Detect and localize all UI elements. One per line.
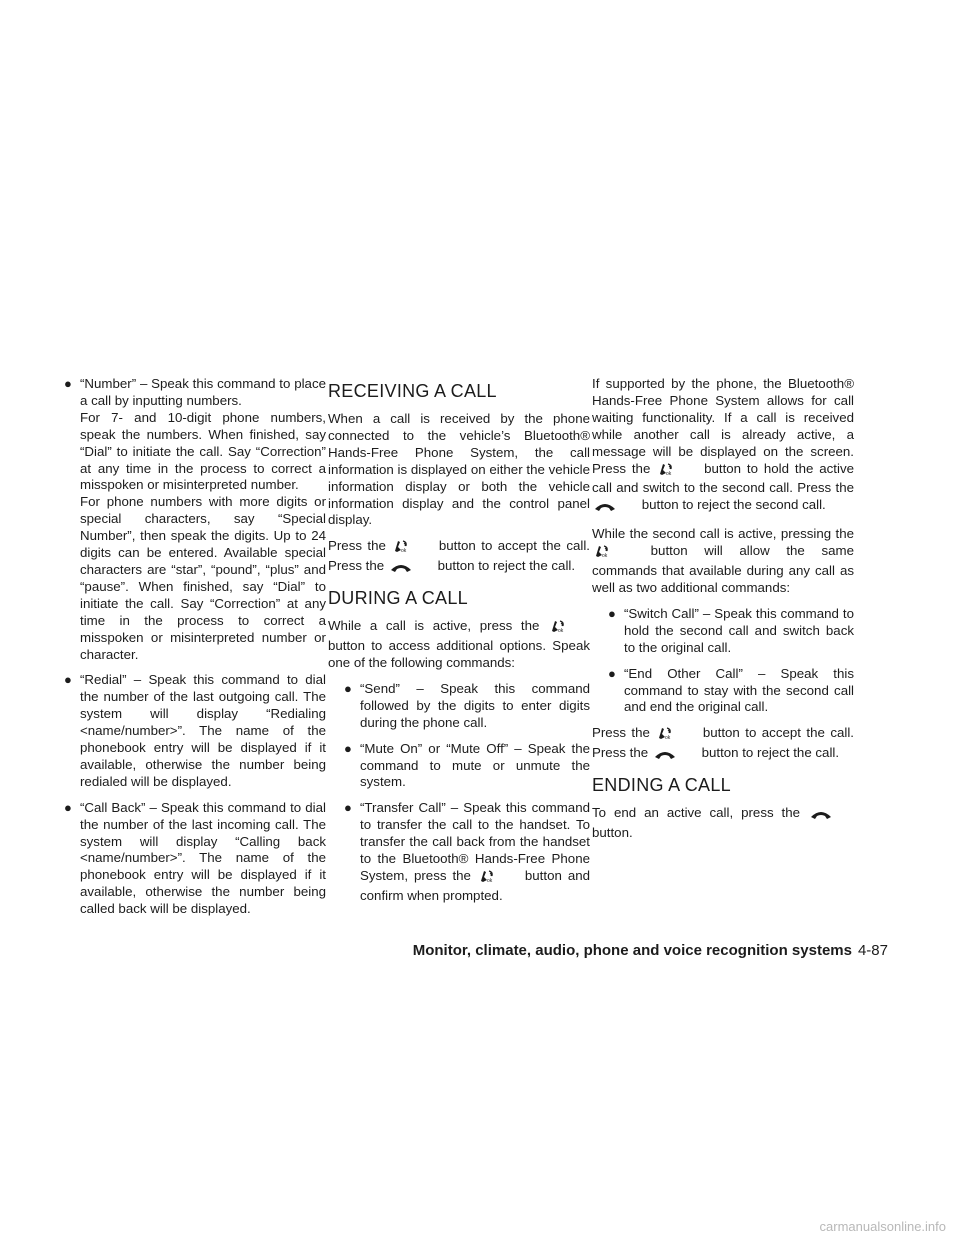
text: button will allow the same commands that available during any call as well as two additional commands: <box>592 543 854 595</box>
text: button to accept the call. Press the <box>328 538 590 574</box>
list-item-switch-call <box>608 606 854 657</box>
phone-send-icon <box>594 544 612 563</box>
text: button to access additional options. Speak one of the following commands: <box>328 638 590 670</box>
paragraph <box>592 376 854 517</box>
list-item-number <box>64 376 326 663</box>
phone-end-icon <box>594 500 616 517</box>
paragraph <box>328 538 590 578</box>
bullet-dot: ● <box>344 680 352 696</box>
column-3 <box>592 376 854 851</box>
list-item-call-back <box>64 800 326 918</box>
text: While a call is active, press the <box>328 618 540 634</box>
paragraph: For phone numbers with more digits or special characters, say “Special Number”, then speak the digits. Up to 24 digits can be entered. Available special characters are “star”, “pound”, “plus” and “pause”. When finished, say “Dial” to initiate the call. Say “Correction” at any time in the process to correct a misspoken or misinterpreted number or character. <box>80 494 326 662</box>
text: Press the <box>328 538 386 554</box>
paragraph: “Number” – Speak this command to place a call by inputting numbers. <box>80 376 326 408</box>
bullet-dot: ● <box>608 665 616 681</box>
paragraph: For 7- and 10-digit phone numbers, speak the numbers. When finished, say “Dial” to initiate the call. Say “Correction” at any time in the process to correct a misspoken or misinterpreted number. <box>80 409 326 493</box>
paragraph <box>592 725 854 765</box>
bullet-dot: ● <box>344 800 352 816</box>
list-item-mute <box>344 741 590 792</box>
paragraph: When a call is received by the phone connected to the vehicle’s Bluetooth® Hands-Free Phone System, the call information is displayed on either the vehicle information display or both the vehicle information display and the control panel display. <box>328 411 590 528</box>
phone-send-icon <box>658 462 676 481</box>
svg-text:ok: ok <box>665 735 671 741</box>
heading-ending-a-call: ENDING A CALL <box>592 775 731 796</box>
phone-end-icon <box>390 561 412 578</box>
text: If supported by the phone, the Bluetooth® Hands-Free Phone System allows for call waiting functionality. If a call is received while another call is already active, a message will be displayed on the screen. Press the <box>592 376 854 476</box>
svg-text:ok: ok <box>401 548 407 554</box>
heading-receiving-a-call: RECEIVING A CALL <box>328 381 497 401</box>
paragraph: “Call Back” – Speak this command to dial the number of the last incoming call. The system will display “Calling back <name/number>”. The name of the phonebook entry will be displayed if it available, otherwise the number being called back will be displayed. <box>80 799 326 917</box>
section-title: Monitor, climate, audio, phone and voice recognition systems <box>412 942 852 959</box>
paragraph: “Mute On” or “Mute Off” – Speak the command to mute or unmute the system. <box>360 740 590 790</box>
phone-send-icon <box>479 869 497 888</box>
text: Press the <box>592 725 650 741</box>
paragraph: “End Other Call” – Speak this command to stay with the second call and end the original call. <box>624 665 854 715</box>
page-footer <box>413 942 888 959</box>
bullet-dot: ● <box>344 740 352 756</box>
text: To end an active call, press the <box>592 805 801 821</box>
svg-text:ok: ok <box>558 628 564 634</box>
paragraph: “Redial” – Speak this command to dial the number of the last outgoing call. The system will display “Redialing <name/number>”. The name of the phonebook entry will be displayed if it available, otherwise the number being redialed will be displayed. <box>80 672 326 789</box>
phone-send-icon <box>550 619 568 638</box>
paragraph <box>592 805 854 842</box>
svg-text:ok: ok <box>486 877 493 883</box>
text: button. <box>592 825 633 841</box>
phone-send-icon <box>393 539 411 558</box>
bullet-dot: ● <box>64 799 72 815</box>
text: “Transfer Call” – Speak this command to transfer the call to the handset. To transfer the call back from the handset to the Bluetooth® Hands-Free Phone System, press the <box>360 800 590 883</box>
paragraph: “Send” – Speak this command followed by the digits to enter digits during the phone call. <box>360 680 590 730</box>
text: While the second call is active, pressing the <box>592 526 854 542</box>
text: button and confirm when prompted. <box>360 867 591 903</box>
paragraph <box>592 526 854 597</box>
text: button to reject the call. <box>701 745 840 761</box>
text: button to reject the call. <box>437 558 576 574</box>
list-item-transfer <box>344 800 590 904</box>
list-item-end-other-call <box>608 666 854 717</box>
phone-end-icon <box>654 748 676 765</box>
bullet-dot: ● <box>64 672 72 688</box>
svg-text:ok: ok <box>602 553 608 559</box>
paragraph: “Switch Call” – Speak this command to hold the second call and switch back to the original call. <box>624 605 854 655</box>
list-item-redial <box>64 672 326 790</box>
phone-end-icon <box>810 808 832 825</box>
text: button to accept the call. Press the <box>592 725 854 761</box>
column-2 <box>328 376 590 914</box>
phone-send-icon <box>657 726 675 745</box>
paragraph <box>328 618 590 672</box>
list-item-send <box>344 681 590 732</box>
bullet-dot: ● <box>608 605 616 621</box>
text: button to hold the active call and switch to the second call. Press the <box>592 460 854 496</box>
svg-text:ok: ok <box>666 470 672 476</box>
bullet-dot: ● <box>64 376 72 391</box>
column-1 <box>64 376 326 927</box>
heading-during-a-call: DURING A CALL <box>328 588 468 609</box>
watermark: carmanualsonline.info <box>819 1219 946 1234</box>
text: button to reject the second call. <box>641 497 826 513</box>
page-number: 4-87 <box>857 942 888 959</box>
